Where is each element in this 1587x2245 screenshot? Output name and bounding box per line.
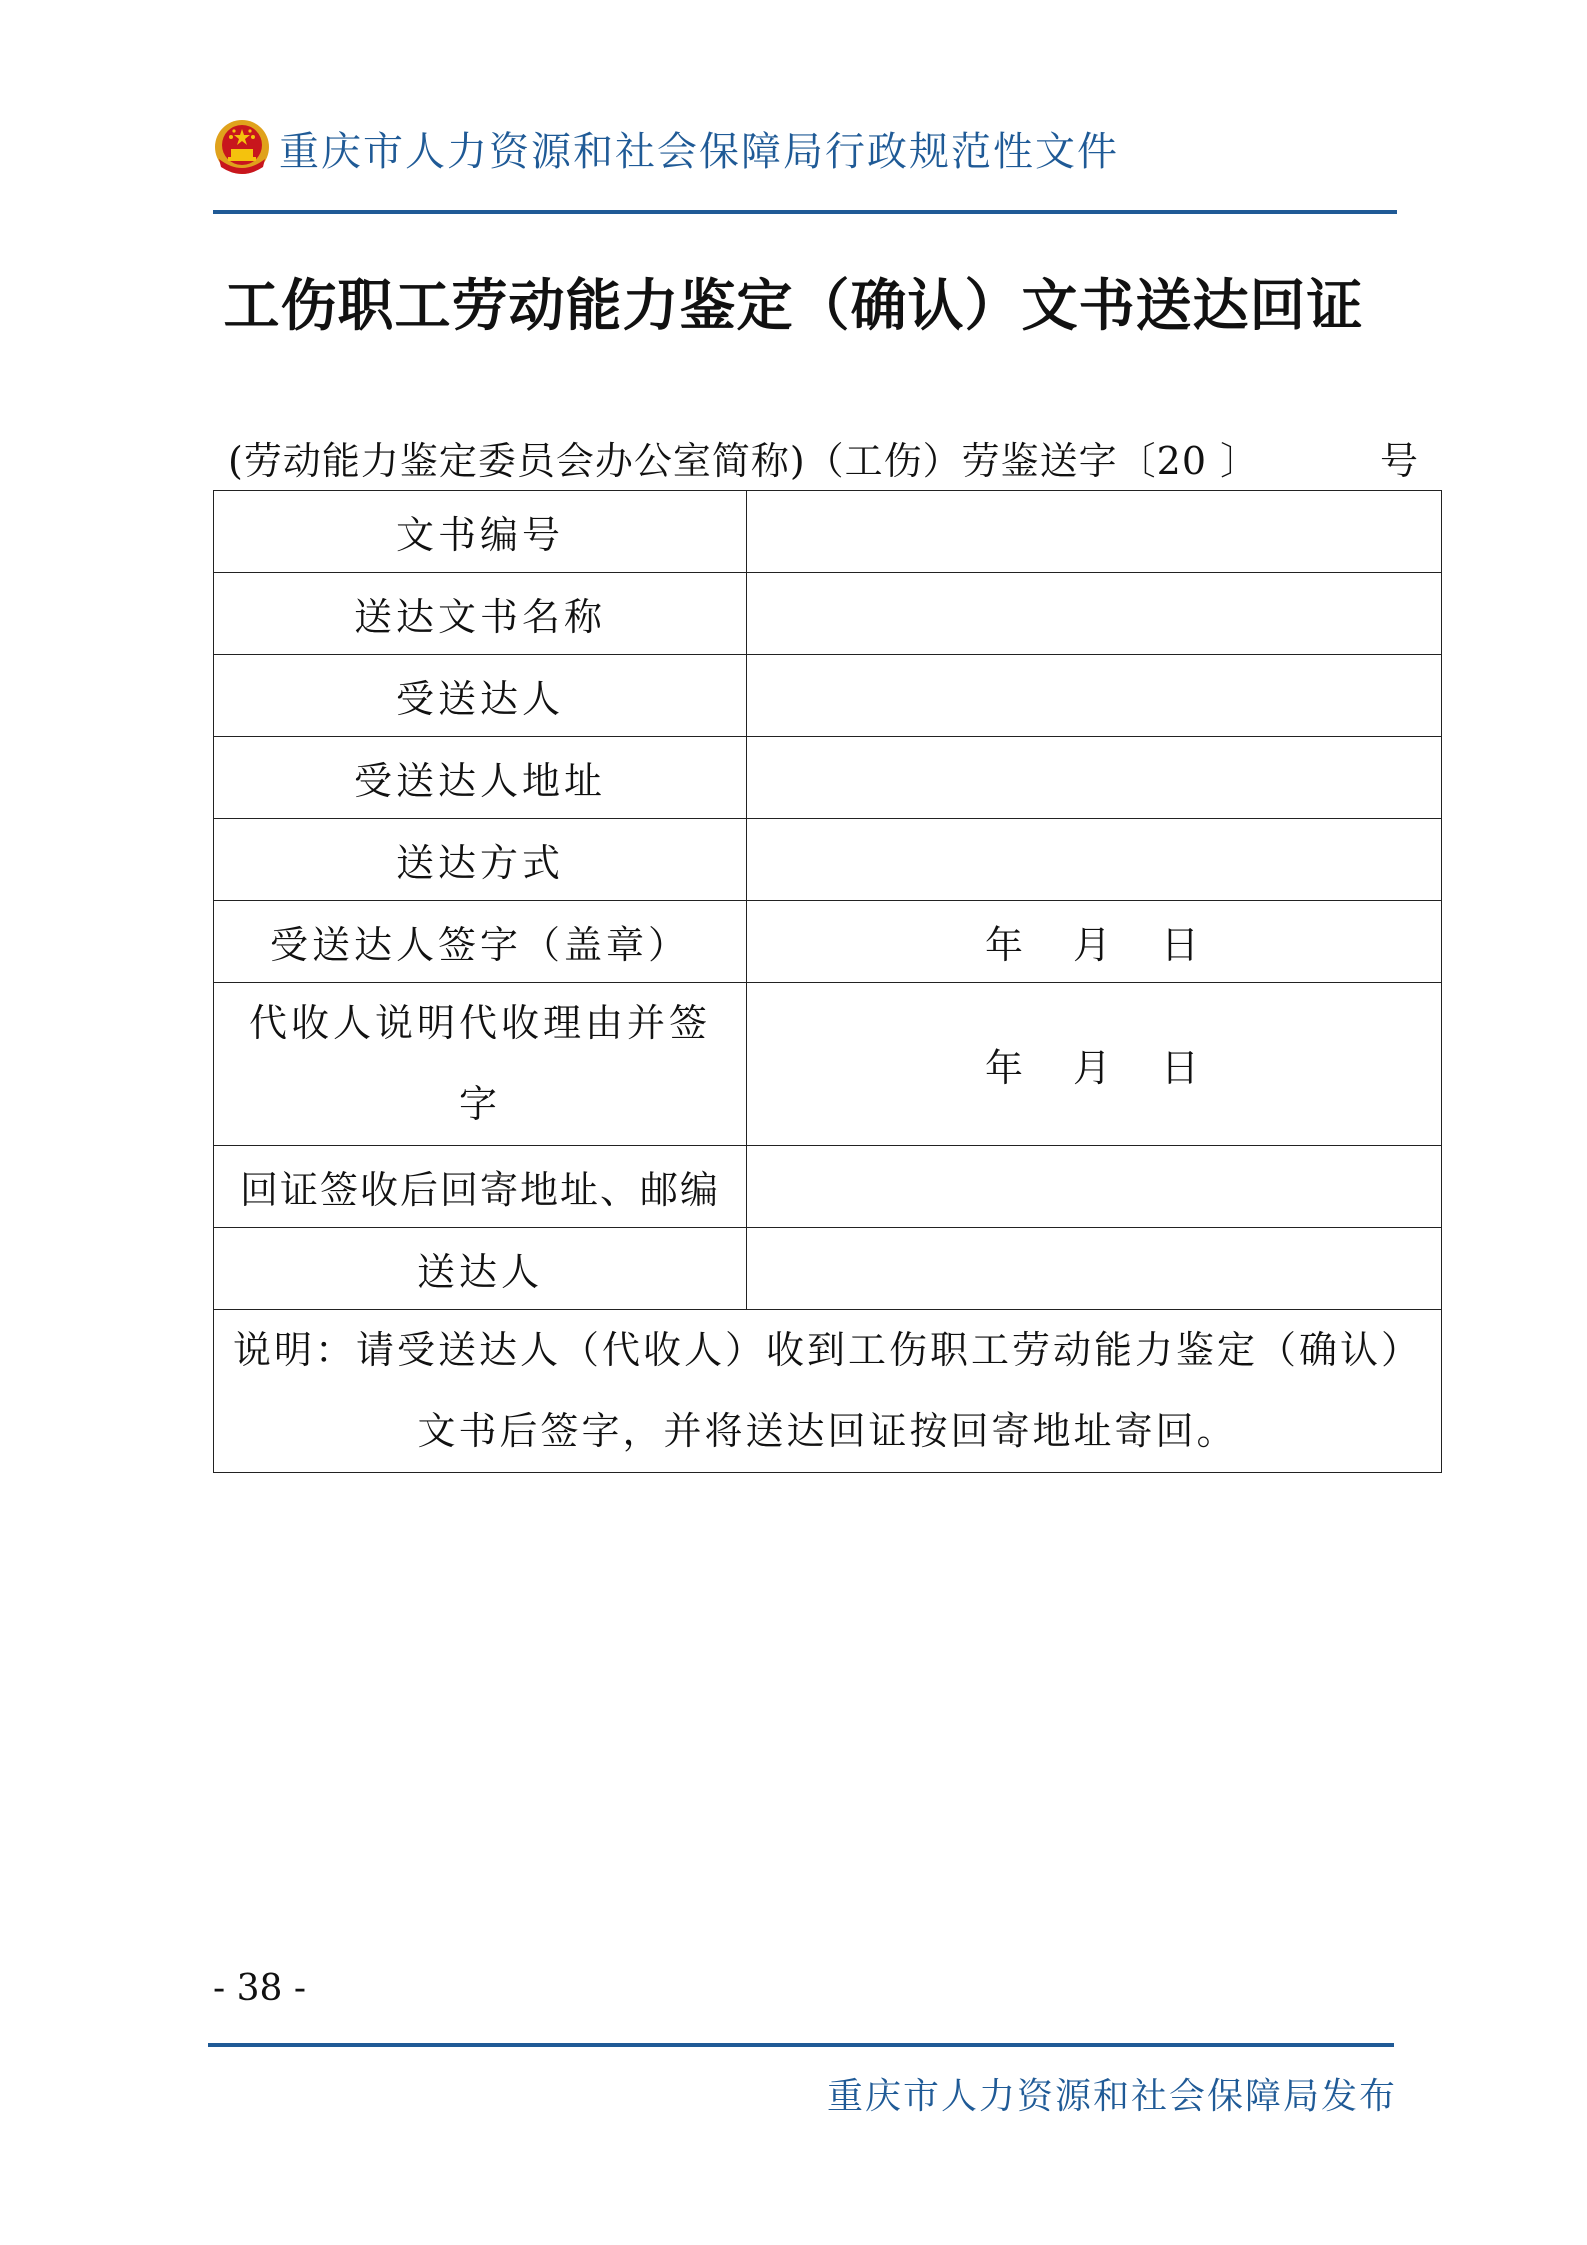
note-line2: 文书后签字，并将送达回证按回寄地址寄回。 bbox=[417, 1409, 1238, 1453]
return-address-field[interactable] bbox=[747, 1146, 1442, 1228]
delivery-receipt-form bbox=[213, 490, 1442, 1473]
header-divider bbox=[213, 210, 1397, 214]
date-month-label: 月 bbox=[1072, 923, 1115, 967]
form-row-delivery-method bbox=[214, 819, 1442, 901]
row-label bbox=[214, 983, 747, 1146]
date-month-label: 月 bbox=[1072, 1045, 1115, 1090]
row-label-line2: 字 bbox=[458, 1082, 501, 1126]
date-year-label: 年 bbox=[984, 1045, 1027, 1090]
footer-publisher: 重庆市人力资源和社会保障局发布 bbox=[826, 2076, 1397, 2117]
form-note bbox=[214, 1310, 1442, 1473]
row-label: 受送达人地址 bbox=[214, 737, 747, 819]
note-line1: 说明：请受送达人（代收人）收到工伤职工劳动能力鉴定（确认） bbox=[232, 1328, 1422, 1372]
form-row-return-address bbox=[214, 1146, 1442, 1228]
recipient-address-field[interactable] bbox=[747, 737, 1442, 819]
recipient-field[interactable] bbox=[747, 655, 1442, 737]
form-row-proxy-explanation bbox=[214, 983, 1442, 1146]
deliverer-field[interactable] bbox=[747, 1228, 1442, 1310]
row-label: 送达人 bbox=[214, 1228, 747, 1310]
row-label: 文书编号 bbox=[214, 491, 747, 573]
form-row-recipient-signature bbox=[214, 901, 1442, 983]
document-number-field[interactable] bbox=[747, 491, 1442, 573]
recipient-signature-date-field[interactable] bbox=[747, 901, 1442, 983]
form-row-recipient bbox=[214, 655, 1442, 737]
row-label: 送达文书名称 bbox=[214, 573, 747, 655]
row-label: 回证签收后回寄地址、邮编 bbox=[214, 1146, 747, 1228]
page-number: - 38 - bbox=[213, 1968, 307, 2009]
reference-number-line bbox=[228, 430, 1418, 483]
national-emblem-icon bbox=[213, 117, 271, 177]
row-label: 送达方式 bbox=[214, 819, 747, 901]
page-header bbox=[213, 112, 1393, 182]
proxy-signature-date-field[interactable] bbox=[747, 983, 1442, 1146]
row-label: 受送达人签字（盖章） bbox=[214, 901, 747, 983]
delivery-method-field[interactable] bbox=[747, 819, 1442, 901]
form-row-document-number bbox=[214, 491, 1442, 573]
date-day-label: 日 bbox=[1161, 1045, 1204, 1090]
reference-prefix: (劳动能力鉴定委员会办公室简称)（工伤）劳鉴送字〔20 〕 bbox=[228, 439, 1260, 483]
form-row-deliverer bbox=[214, 1228, 1442, 1310]
row-label-line1: 代收人说明代收理由并签 bbox=[248, 1001, 711, 1045]
date-day-label: 日 bbox=[1161, 923, 1204, 967]
document-title: 工伤职工劳动能力鉴定（确认）文书送达回证 bbox=[223, 274, 1364, 339]
date-year-label: 年 bbox=[984, 923, 1027, 967]
document-name-field[interactable] bbox=[747, 573, 1442, 655]
footer-divider bbox=[208, 2043, 1394, 2047]
form-row-recipient-address bbox=[214, 737, 1442, 819]
row-label: 受送达人 bbox=[214, 655, 747, 737]
header-title: 重庆市人力资源和社会保障局行政规范性文件 bbox=[279, 129, 1119, 175]
form-row-note bbox=[214, 1310, 1442, 1473]
form-row-document-name bbox=[214, 573, 1442, 655]
reference-suffix: 号 bbox=[1379, 439, 1418, 483]
